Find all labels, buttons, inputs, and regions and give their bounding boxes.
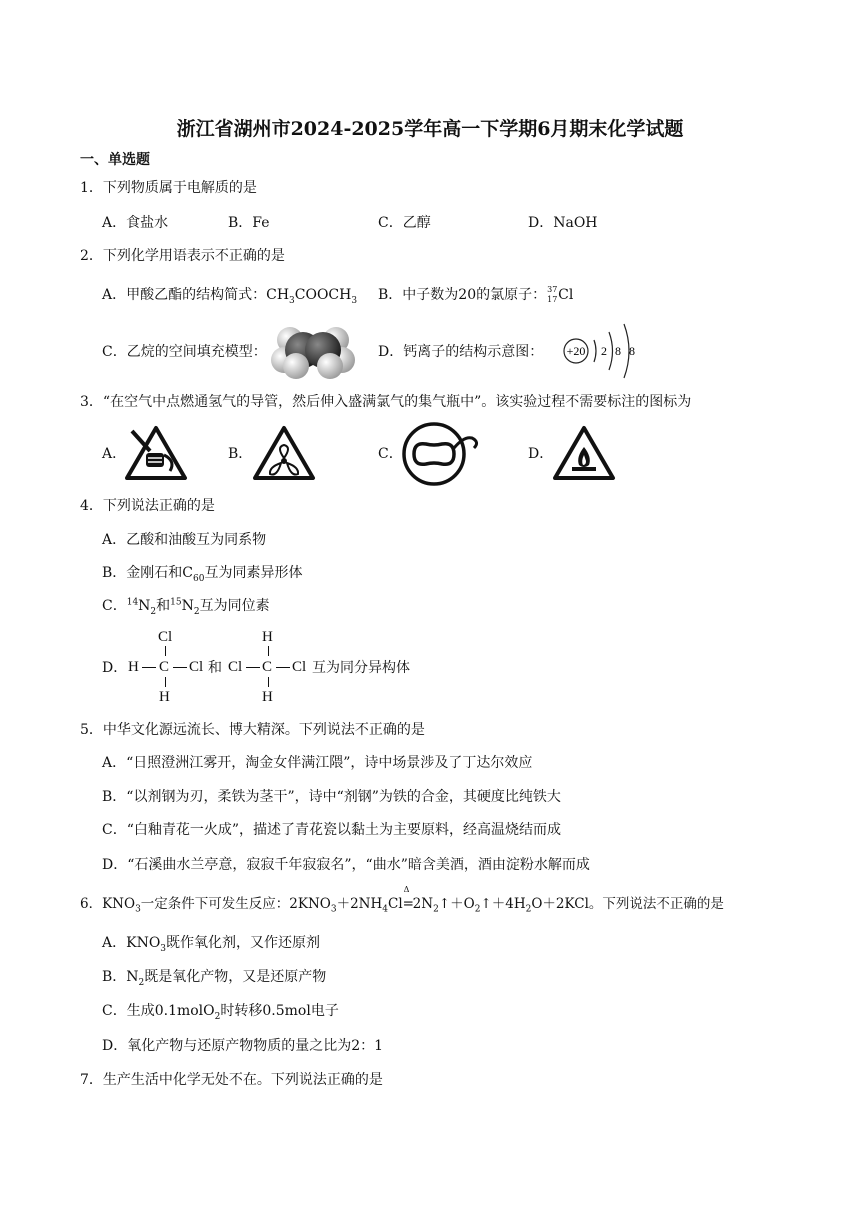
question-6-stem: 6．$KNO_3$一定条件下可发生反应：$2KNO_3+2NH_4Cl$ Δ $=2N_2↑+O_2↑+4H_2O+2KCl$。下列说法不正确的是: [80, 885, 724, 915]
q2-option-c: C．乙烷的空间填充模型：: [102, 344, 267, 360]
question-3-stem: 3．“在空气中点燃通氢气的导管，然后伸入盛满氯气的集气瓶中”。该实验过程不需要标注的图标为: [80, 394, 692, 410]
mol2-bond-bottom: [268, 677, 269, 687]
mol2-center-atom: C: [262, 659, 273, 675]
question-7-stem: 7．生产生活中化学无处不在。下列说法正确的是: [80, 1072, 383, 1088]
q1-option-b: B．Fe: [228, 215, 270, 231]
q3-option-d: D．: [528, 446, 554, 462]
q6-option-c: C．生成0.1molO$_2$时转移0.5mol电子: [102, 1003, 339, 1022]
q6-option-a: A．$KNO_3$既作氧化剂，又作还原剂: [102, 935, 321, 954]
q3-option-c: C．: [378, 446, 403, 462]
mol1-center-atom: C: [159, 659, 170, 675]
q2-option-d: D．钙离子的结构示意图：: [378, 344, 544, 360]
shell-3-count: 8: [629, 344, 635, 358]
page-title: 浙江省湖州市2024-2025学年高一下学期6月期末化学试题: [176, 118, 684, 140]
mol1-bottom-atom: H: [159, 689, 170, 705]
mol2-right-atom: Cl: [292, 659, 307, 675]
question-5-stem: 5．中华文化源远流长、博大精深。下列说法不正确的是: [80, 722, 425, 738]
shell-2-count: 8: [615, 344, 621, 358]
mol2-left-atom: Cl: [228, 659, 243, 675]
q1-option-a: A．食盐水: [102, 215, 169, 231]
mol1-bond-top: [165, 646, 166, 656]
ethane-space-filling-model-icon: [270, 320, 356, 382]
question-1-stem: 1．下列物质属于电解质的是: [80, 180, 257, 196]
shell-1-count: 2: [601, 344, 607, 358]
mol1-bond-left: [142, 667, 156, 668]
mol1-bond-bottom: [165, 677, 166, 687]
question-2-stem: 2．下列化学用语表示不正确的是: [80, 248, 285, 264]
hand-protection-warning-icon: [124, 425, 188, 481]
mol1-right-atom: Cl: [189, 659, 204, 675]
q3-option-a: A．: [102, 446, 127, 462]
q2-option-a: A．甲酸乙酯的结构简式：$CH_3COOCH_3$: [102, 287, 358, 306]
q4-option-b: B．金刚石和$C_{60}$互为同素异形体: [102, 565, 303, 584]
mol2-bond-right: [276, 667, 290, 668]
mol2-top-atom: H: [262, 629, 273, 645]
q4-option-a: A．乙酸和油酸互为同系物: [102, 532, 267, 548]
q5-option-c: C．“白釉青花一火成”，描述了青花瓷以黏土为主要原料，经高温烧结而成: [102, 822, 562, 838]
nucleus-label: +20: [566, 344, 586, 358]
q5-option-a: A．“日照澄洲江雾开，淘金女伴满江隈”，诗中场景涉及了丁达尔效应: [102, 755, 533, 771]
ventilation-fan-icon: [252, 425, 316, 481]
mol2-bottom-atom: H: [262, 689, 273, 705]
q4-option-d-label: D．: [102, 660, 128, 676]
q5-option-b: B．“以剂钢为刃，柔铁为茎干”，诗中“剂钢”为铁的合金，其硬度比纯铁大: [102, 789, 561, 805]
mol2-bond-top: [268, 646, 269, 656]
goggles-protection-icon: [402, 418, 482, 486]
q6-option-d: D．氧化产物与还原产物物质的量之比为2：1: [102, 1038, 384, 1054]
q1-option-c: C．乙醇: [378, 215, 431, 231]
calcium-ion-structure-icon: [558, 318, 644, 384]
question-4-stem: 4．下列说法正确的是: [80, 498, 215, 514]
flame-heating-icon: [552, 425, 616, 481]
q4-option-d-suffix: 互为同分异构体: [312, 660, 410, 676]
q4-option-c: C．$^{14}N_2$和$^{15}N_2$互为同位素: [102, 597, 270, 617]
mol1-left-atom: H: [128, 659, 139, 675]
q4-option-d-and: 和: [208, 660, 222, 676]
mol2-bond-left: [246, 667, 260, 668]
section-heading: 一、单选题: [80, 152, 150, 168]
q2-option-b: B．中子数为20的氯原子： 37 17 Cl: [378, 285, 574, 304]
q3-option-b: B．: [228, 446, 253, 462]
mol1-top-atom: Cl: [158, 629, 173, 645]
q6-option-b: B．$N_2$既是氧化产物，又是还原产物: [102, 969, 327, 988]
mol1-bond-right: [173, 667, 187, 668]
q1-option-d: D．NaOH: [528, 215, 598, 231]
q5-option-d: D．“石溪曲水兰亭意，寂寂千年寂寂名”，“曲水”暗含美酒，酒由淀粉水解而成: [102, 857, 590, 873]
